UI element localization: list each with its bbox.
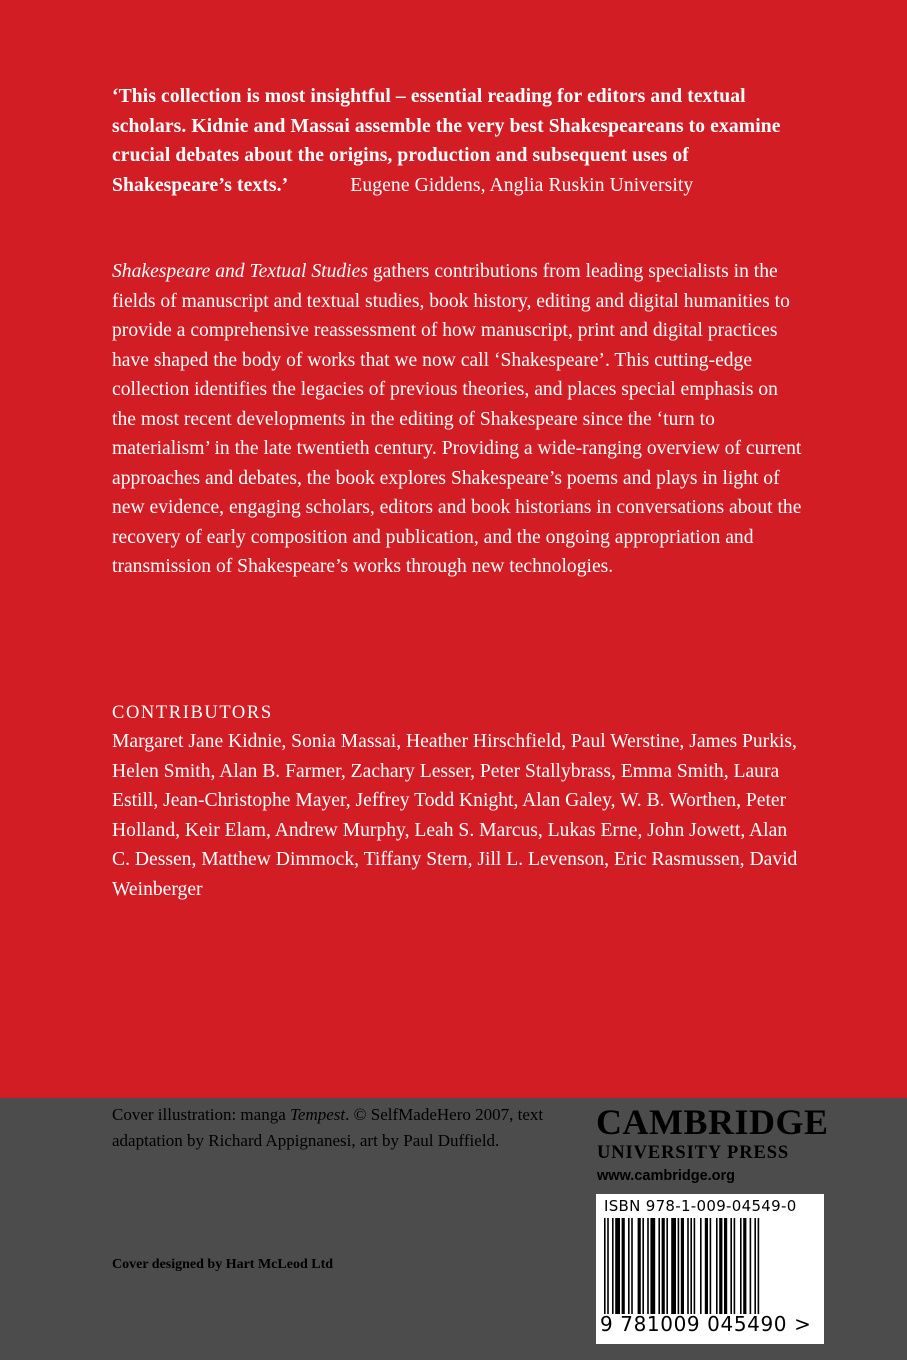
barcode-digits: 9 781009 045490 >: [600, 1312, 812, 1336]
barcode-bar: [604, 1218, 606, 1314]
barcode-bar: [612, 1218, 614, 1314]
barcode-bar: [694, 1218, 696, 1314]
barcode-bar: [658, 1218, 660, 1314]
isbn-number: ISBN 978-1-009-04549-0: [604, 1197, 797, 1215]
barcode-bar: [687, 1218, 689, 1314]
barcode-bar: [647, 1218, 649, 1314]
cover-designer: Cover designed by Hart McLeod Ltd: [112, 1257, 334, 1272]
barcode-bar: [719, 1218, 722, 1314]
barcode-bar: [740, 1218, 742, 1314]
barcode-bar: [638, 1218, 641, 1314]
barcode-bar: [743, 1218, 746, 1314]
barcode-bar: [671, 1218, 676, 1314]
publisher-logo-line2: UNIVERSITY PRESS: [597, 1143, 790, 1163]
barcode-bar: [716, 1218, 718, 1314]
endorsement-quote: [112, 82, 802, 200]
barcode-bar: [700, 1218, 702, 1314]
barcode-bar: [690, 1218, 692, 1314]
barcode-bar: [750, 1218, 752, 1314]
barcode-bar: [622, 1218, 625, 1314]
isbn-barcode: [596, 1194, 824, 1344]
barcode-bar: [758, 1218, 760, 1314]
barcode-bar: [642, 1218, 644, 1314]
barcode-bar: [631, 1218, 633, 1314]
book-description: [112, 257, 802, 582]
barcode-bar: [650, 1218, 655, 1314]
barcode-bar: [705, 1218, 708, 1314]
barcode-bar: [666, 1218, 668, 1314]
barcode-bar: [628, 1218, 630, 1314]
barcode-bar: [607, 1218, 609, 1314]
cover-illustration-credit: [112, 1102, 562, 1153]
contributors-heading: CONTRIBUTORS: [112, 703, 273, 723]
barcode-bar: [678, 1218, 680, 1314]
quote-text: ‘This collection is most insightful – essential reading for editors and textual scholars. Kidnie and Massai assemble the very best Shakespeareans to examine crucial debates about the origins, production and subsequent uses of Shakespeare’s texts.’: [112, 86, 781, 196]
barcode-bar: [615, 1218, 620, 1314]
contributors-list: Margaret Jane Kidnie, Sonia Massai, Heather Hirschfield, Paul Werstine, James Purkis, Helen Smith, Alan B. Farmer, Zachary Lesser, Peter Stallybrass, Emma Smith, Laura Estill, Jean-Christophe Mayer, Jeffrey Todd Knight, Alan Galey, W. B. Worthen, Peter Holland, Keir Elam, Andrew Murphy, Leah S. Marcus, Lukas Erne, John Jowett, Alan C. Dessen, Matthew Dimmock, Tiffany Stern, Jill L. Levenson, Eric Rasmussen, David Weinberger: [112, 731, 798, 900]
barcode-bar: [734, 1218, 736, 1314]
barcode-bar: [730, 1218, 732, 1314]
credit-title-italic: Tempest: [290, 1105, 346, 1124]
book-title-italic: Shakespeare and Textual Studies: [112, 261, 368, 282]
publisher-website[interactable]: www.cambridge.org: [597, 1168, 736, 1184]
credit-prefix: Cover illustration: manga: [112, 1105, 290, 1124]
barcode-bar: [710, 1218, 712, 1314]
barcode-bar: [724, 1218, 727, 1314]
quote-attribution: Eugene Giddens, Anglia Ruskin University: [350, 174, 694, 196]
barcode-bar: [754, 1218, 756, 1314]
description-body: gathers contributions from leading specialists in the fields of manuscript and textual studies, book history, editing and digital humanities to provide a comprehensive reassessment of how manuscript, print and digital practices have shaped the body of works that we now call ‘Shakespeare’. This cutting-edge collection identifies the legacies of previous theories, and places special emphasis on the most recent developments in the editing of Shakespeare since the ‘turn to materialism’ in the late twentieth century. Providing a wide-ranging overview of current approaches and debates, the book explores Shakespeare’s poems and plays in light of new evidence, engaging scholars, editors and book historians in conversations about the recovery of early composition and publication, and the ongoing appropriation and transmission of Shakespeare’s works through new technologies.: [112, 261, 802, 577]
barcode-bar: [662, 1218, 665, 1314]
barcode-bars: [604, 1218, 816, 1314]
credit-suffix: . © SelfMadeHero 2007, text adaptation by Richard Appignanesi, art by Paul Duffield.: [112, 1105, 544, 1150]
barcode-bar: [681, 1218, 684, 1314]
publisher-logo-line1: CAMBRIDGE: [596, 1102, 829, 1142]
